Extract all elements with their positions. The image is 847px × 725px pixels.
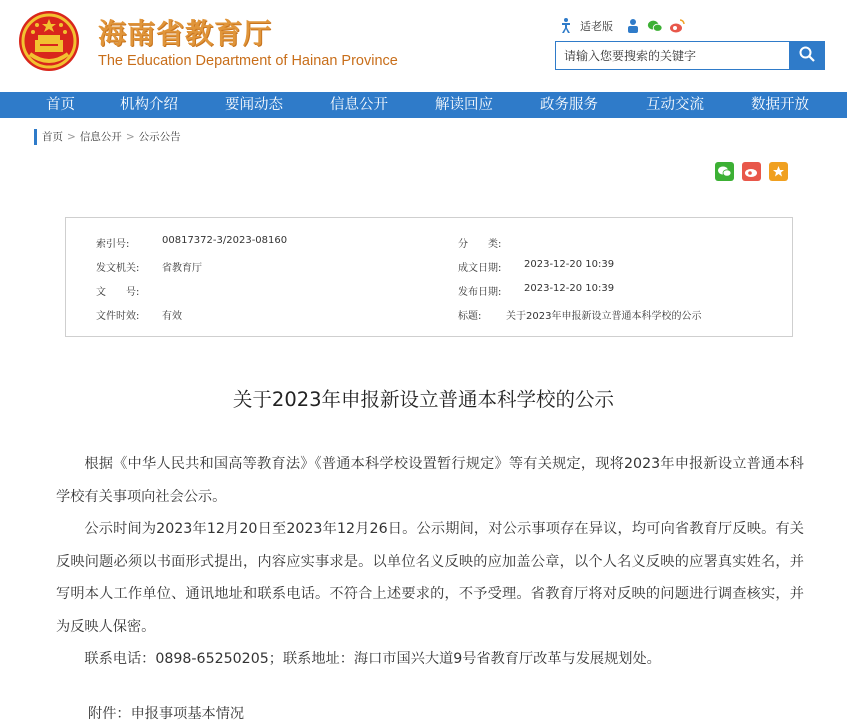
nav-item-open-data[interactable]: 数据开放	[751, 97, 809, 113]
article-body	[56, 448, 804, 676]
article-paragraph: 根据《中华人民共和国高等教育法》《普通本科学校设置暂行规定》等有关规定，现将2023年申报新设立普通本科学校有关事项向社会公示。	[56, 456, 804, 505]
nav-item-interpretation[interactable]: 解读回应	[435, 97, 493, 113]
meta-validity-value: 有效	[162, 311, 182, 322]
main-nav	[0, 92, 847, 118]
article-title: 关于2023年申报新设立普通本科学校的公示	[232, 388, 615, 411]
meta-validity-label: 文件时效:	[96, 311, 140, 322]
meta-created-label: 成文日期:	[458, 263, 502, 274]
meta-index-label: 索引号:	[96, 239, 130, 250]
meta-subject-value: 关于2023年申报新设立普通本科学校的公示	[506, 311, 702, 322]
weibo-share-icon[interactable]	[742, 162, 761, 181]
breadcrumb	[34, 129, 181, 145]
government-wechat-icon[interactable]	[625, 18, 641, 34]
nav-item-info-disclosure[interactable]: 信息公开	[330, 97, 388, 113]
search-icon	[799, 46, 815, 66]
search-box	[555, 41, 825, 70]
meta-issuer-value: 省教育厅	[162, 263, 202, 274]
search-button[interactable]	[789, 42, 824, 69]
site-header	[0, 0, 847, 92]
meta-issuer-label: 发文机关:	[96, 263, 140, 274]
site-subtitle: The Education Department of Hainan Province	[98, 53, 398, 69]
breadcrumb-separator: >	[67, 131, 76, 143]
nav-item-interaction[interactable]: 互动交流	[646, 97, 704, 113]
meta-published-label: 发布日期:	[458, 287, 502, 298]
nav-item-organization[interactable]: 机构介绍	[120, 97, 178, 113]
article-paragraph: 公示时间为2023年12月20日至2023年12月26日。公示期间，对公示事项存在异议，均可向省教育厅反映。有关反映问题必须以书面形式提出，内容应实事求是。以单位名义反映的应加盖公章，以个人名义反映的应署真实姓名，并写明本人工作单位、通讯地址和联系电话。不符合上述要求的，不予受理。省教育厅将对反映的问题进行调查核实，并为反映人保密。	[56, 521, 804, 635]
meta-index-value: 00817372-3/2023-08160	[162, 235, 288, 246]
meta-category-label: 分 类:	[458, 239, 502, 250]
nav-item-news[interactable]: 要闻动态	[225, 97, 283, 113]
breadcrumb-announcements[interactable]: 公示公告	[138, 131, 181, 143]
document-meta-table	[65, 217, 793, 337]
wechat-icon[interactable]	[647, 18, 663, 34]
breadcrumb-home[interactable]: 首页	[42, 131, 63, 143]
accessibility-icon[interactable]	[558, 18, 574, 34]
nav-item-services[interactable]: 政务服务	[540, 97, 598, 113]
nav-item-home[interactable]: 首页	[46, 97, 75, 113]
national-emblem-logo[interactable]	[18, 10, 80, 72]
breadcrumb-info-disclosure[interactable]: 信息公开	[79, 131, 122, 143]
meta-created-value: 2023-12-20 10:39	[524, 259, 615, 270]
favorite-icon[interactable]	[769, 162, 788, 181]
weibo-icon[interactable]	[669, 18, 685, 34]
meta-subject-label: 标题:	[458, 311, 482, 322]
meta-published-value: 2023-12-20 10:39	[524, 283, 615, 294]
wechat-share-icon[interactable]	[715, 162, 734, 181]
site-title: 海南省教育厅	[98, 17, 273, 50]
header-tools	[558, 16, 685, 36]
meta-docno-label: 文 号:	[96, 287, 140, 298]
attachment-link[interactable]: 附件：申报事项基本情况	[88, 706, 245, 722]
article-paragraph: 联系电话：0898-65250205；联系地址：海口市国兴大道9号省教育厅改革与发展规划处。	[84, 651, 661, 667]
breadcrumb-separator: >	[125, 131, 135, 143]
search-input[interactable]	[556, 42, 789, 69]
elder-mode-link[interactable]: 适老版	[580, 20, 613, 33]
